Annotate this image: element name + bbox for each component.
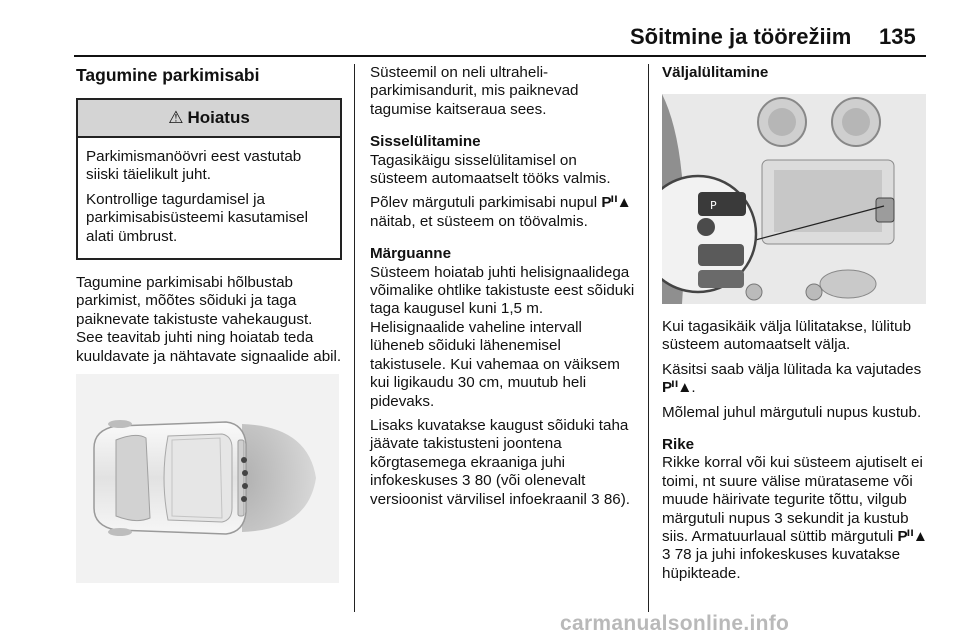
subheading-fault: Rike [662, 436, 695, 454]
deactivation-paragraph: Kui tagasikäik välja lülitatakse, lülitub süsteem automaatselt välja. [662, 318, 912, 354]
park-assist-icon: Pᐦ▲ [601, 194, 631, 212]
subheading-activation: Sisselülitamine [370, 133, 481, 151]
page-ref-arrow-icon: 3 [662, 546, 671, 564]
column-3-lower [662, 318, 928, 589]
manual-off-paragraph: Käsitsi saab välja lülitada ka vajutades Pᐦ▲. [662, 360, 922, 397]
page-ref-arrow-icon: 3 [462, 472, 471, 490]
warning-triangle-icon: ⚠ [168, 107, 184, 127]
column-divider [354, 64, 355, 612]
sensor-dot [242, 470, 248, 476]
column-2 [370, 64, 635, 515]
page-ref-arrow-icon: 3 [591, 490, 600, 508]
intro-paragraph: Tagumine parkimisabi hõlbustab parkimist, mõõtes sõiduki ja taga paiknevate takistuste vahekaugust. See teavitab juhti ning hoiatab teda kuuldavate ja nähtavate signaalide abil. [76, 274, 342, 365]
warning-label: Hoiatus [187, 107, 250, 127]
warning-text-1: Parkimismanöövri eest vastutab siiski täielikult juht. [86, 148, 302, 184]
warning-box [76, 98, 342, 260]
park-assist-icon: Pᐦ▲ [662, 379, 692, 397]
sensors-paragraph: Süsteemil on neli ultraheli-parkimisandurit, mis paiknevad tagumise kaitseraua sees. [370, 64, 579, 118]
running-header-title: Sõitmine ja töörežiim [630, 24, 852, 49]
fault-paragraph: Rikke korral või kui süsteem ajutiselt ei toimi, nt suure välise mürataseme või muude häirivate tegurite tõttu, vilgub märgutuli nupus 3 sekundit ja kustub siis. Armatuurlaual süttib märgutuli Pᐦ▲ 3 78 ja juhi infokeskuses kuvatakse hüpikteade. [662, 454, 927, 582]
sensor-dot [241, 496, 247, 502]
dashboard-illustration [662, 94, 926, 304]
indicator-off-paragraph: Mõlemal juhul märgutuli nupus kustub. [662, 403, 922, 421]
display-paragraph: Lisaks kuvatakse kaugust sõiduki taha jäävate takistusteni joontena kõrgtasemega ekraaniga juhi infokeskuses 3 80 (või olenevalt versioonist värvilisel infoekraanil 3 86). [370, 416, 631, 508]
figure-car-sensor-zone [76, 374, 339, 583]
park-assist-icon: Pᐦ▲ [897, 528, 927, 546]
car-top-view-illustration [76, 374, 339, 583]
indicator-paragraph: Põlev märgutuli parkimisabi nupul Pᐦ▲ näitab, et süsteem on töövalmis. [370, 194, 631, 230]
section-title: Tagumine parkimisabi [76, 65, 260, 85]
sensor-zone-shape [242, 424, 316, 532]
warning-text-2: Kontrollige tagurdamisel ja parkimisabisüsteemi kasutamisel alati ümbrust. [86, 190, 308, 245]
sensor-dot [242, 483, 248, 489]
warning-header [78, 100, 340, 138]
page-number: 135 [879, 24, 916, 49]
subheading-deactivation: Väljalülitamine [662, 64, 769, 81]
subheading-signal: Märguanne [370, 245, 452, 263]
column-divider [648, 64, 649, 612]
figure-dashboard-button [662, 94, 926, 304]
park-button-label: P [710, 199, 717, 212]
warning-body [78, 138, 340, 258]
watermark: carmanualsonline.info [560, 612, 790, 635]
sensor-dot [241, 457, 247, 463]
column-1 [76, 64, 342, 372]
header-rule [74, 55, 926, 57]
signal-paragraph: Süsteem hoiatab juhti helisignaalidega võimalike ohtlike takistuste eest sõiduki taga kaugusel kuni 1,5 m. Helisignaalide vaheline intervall lüheneb sõiduki lähenemisel takistusele. Kui vahemaa on väiksem kui ligikaudu 30 cm, muutub heli pidevaks. [370, 263, 635, 410]
column-3 [662, 64, 928, 82]
activation-paragraph: Tagasikäigu sisselülitamisel on süsteem automaatselt tööks valmis. [370, 151, 611, 188]
